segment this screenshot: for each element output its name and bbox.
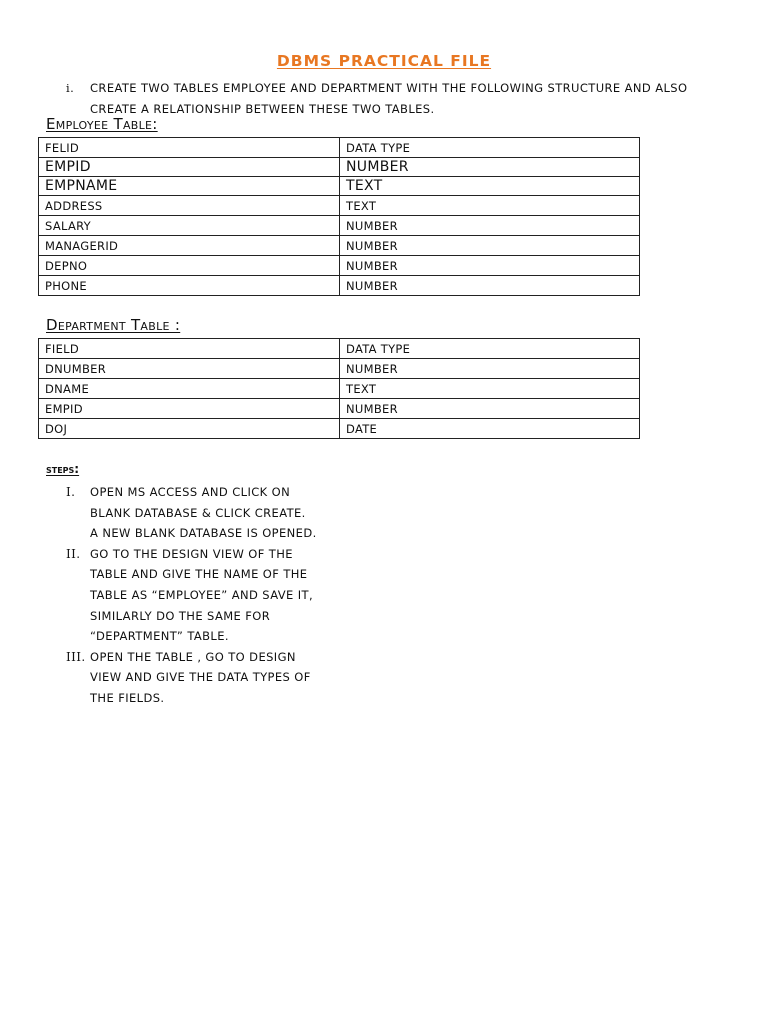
table-cell: NUMBER [340,256,640,276]
table-row [39,196,640,216]
table-cell: DATE [340,419,640,439]
step-line: OPEN THE TABLE , GO TO DESIGN [90,649,296,664]
step-line: TABLE AND GIVE THE NAME OF THE [90,567,308,582]
table-cell: DATA TYPE [340,339,640,359]
document-title: DBMS PRACTICAL FILE [276,52,492,70]
table-row [39,379,640,399]
table-cell: NUMBER [340,236,640,256]
employee-table [38,137,640,296]
step-line: GO TO THE DESIGN VIEW OF THE [90,546,293,561]
step-line: A NEW BLANK DATABASE IS OPENED. [90,526,317,541]
table-cell: NUMBER [340,216,640,236]
table-row [39,359,640,379]
table-row [39,339,640,359]
table-cell: TEXT [340,177,640,196]
step-number: II. [66,546,81,561]
step-line: SIMILARLY DO THE SAME FOR [90,608,271,623]
table-cell: EMPID [39,399,340,419]
step-number: I. [66,485,76,499]
table-cell: NUMBER [340,158,640,177]
table-cell: MANAGERID [39,236,340,256]
department-table [38,338,640,439]
table-cell: EMPNAME [39,177,340,196]
list-item [66,482,366,544]
table-cell: TEXT [340,196,640,216]
table-cell: ADDRESS [39,196,340,216]
table-cell: FIELD [39,339,340,359]
step-line: BLANK DATABASE & CLICK CREATE. [90,505,306,520]
table-row [39,419,640,439]
employee-table-heading: Employee Table: [46,115,158,133]
department-table-heading: Department Table : [46,316,181,334]
table-cell: NUMBER [340,399,640,419]
table-row [39,276,640,296]
table-cell: DNUMBER [39,359,340,379]
table-cell: DATA TYPE [340,138,640,158]
table-cell: TEXT [340,379,640,399]
step-line: VIEW AND GIVE THE DATA TYPES OF [90,670,311,685]
intro-item [66,78,716,119]
step-number: III. [66,649,86,664]
table-row [39,216,640,236]
intro-line-2: CREATE A RELATIONSHIP BETWEEN THESE TWO TABLES. [90,101,435,116]
table-row [39,158,640,177]
intro-number: i. [66,81,75,95]
list-item [66,647,366,709]
table-cell: EMPID [39,158,340,177]
table-cell: DOJ [39,419,340,439]
table-cell: NUMBER [340,359,640,379]
step-line: THE FIELDS. [90,690,165,705]
table-row [39,399,640,419]
table-cell: PHONE [39,276,340,296]
step-line: OPEN MS ACCESS AND CLICK ON [90,485,291,499]
table-row [39,138,640,158]
steps-list [66,482,366,709]
steps-heading: steps: [46,462,80,476]
step-line: TABLE AS “EMPLOYEE” AND SAVE IT, [90,587,313,602]
table-row [39,236,640,256]
table-cell: SALARY [39,216,340,236]
table-row [39,177,640,196]
table-cell: NUMBER [340,276,640,296]
list-item [66,544,366,647]
step-line: “DEPARTMENT” TABLE. [90,629,229,644]
table-cell: FELID [39,138,340,158]
table-cell: DNAME [39,379,340,399]
table-row [39,256,640,276]
intro-line-1: CREATE TWO TABLES EMPLOYEE AND DEPARTMENT WITH THE FOLLOWING STRUCTURE AND ALSO [90,81,688,95]
table-cell: DEPNO [39,256,340,276]
